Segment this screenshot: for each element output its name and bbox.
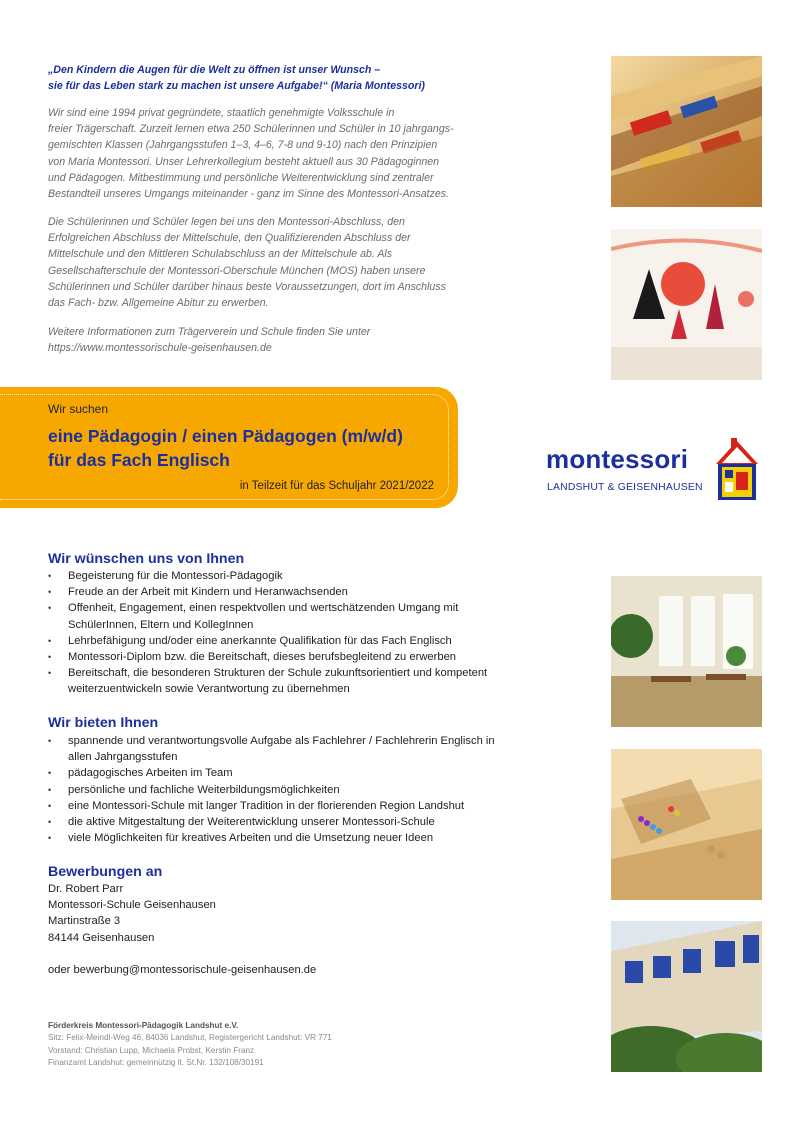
- contact-city: 84144 Geisenhausen: [48, 931, 155, 944]
- list-item: • pädagogisches Arbeiten im Team: [48, 765, 528, 781]
- list-item: • persönliche und fachliche Weiterbildungsmöglichkeiten: [48, 782, 528, 798]
- contact-school: Montessori-Schule Geisenhausen: [48, 899, 216, 912]
- list-item: • spannende und verantwortungsvolle Aufgabe als Fachlehrer / Fachlehrerin Englisch in allen Jahrgangsstufen: [48, 733, 518, 765]
- banner-intro: Wir suchen: [48, 402, 109, 416]
- logo-subtitle: LANDSHUT & GEISENHAUSEN: [547, 482, 703, 493]
- job-title: eine Pädagogin / einen Pädagogen (m/w/d) für das Fach Englisch: [48, 426, 403, 470]
- job-subtitle: in Teilzeit für das Schuljahr 2021/2022: [239, 480, 434, 492]
- wishes-heading: Wir wünschen uns von Ihnen: [48, 551, 245, 567]
- motto-quote: [48, 62, 528, 94]
- list-item: • Offenheit, Engagement, einen respektvollen und wertschätzenden Umgang mit SchülerInnen, Eltern und KollegInnen: [48, 600, 488, 632]
- intro-paragraph-1: Wir sind eine 1994 privat gegründete, staatlich genehmigte Volksschule in freier Trägerschaft. Zurzeit lernen etwa 250 Schülerinnen und Schüler in 10 jahrgangs- gemischten Klassen (Jahrgangsstufen 1–3, 4–6, 7-8 und 9-10) nach den Prinzipien von Maria Montessori. Unser Lehrerkollegium besteht aktuell aus 30 Pädagoginnen und Pädagogen. Mitbestimmung und persönliche Weiterentwicklung sind zentraler Bestandteil unseres Umgangs miteinander - ganz im Sinne des Montessori-Ansatzes.: [48, 107, 454, 201]
- intro-paragraph-3: Weitere Informationen zum Trägerverein und Schule finden Sie unter https://www.montessorischule-geisenhausen.de: [48, 324, 528, 356]
- logo-wordmark: montessori: [546, 444, 689, 474]
- offers-heading: Wir bieten Ihnen: [48, 715, 159, 731]
- photo-classroom-interior: [611, 576, 762, 727]
- offers-list: [48, 733, 528, 846]
- photo-classroom-wall-shapes: [611, 229, 762, 380]
- contact-email[interactable]: oder bewerbung@montessorischule-geisenhausen.de: [48, 963, 317, 976]
- wishes-list: [48, 568, 528, 698]
- list-item: • Freude an der Arbeit mit Kindern und Heranwachsenden: [48, 584, 528, 600]
- house-icon: [714, 436, 760, 502]
- quote-line-2: sie für das Leben stark zu machen ist unsere Aufgabe!“ (Maria Montessori): [48, 80, 425, 92]
- contact-name: Dr. Robert Parr: [48, 883, 124, 895]
- list-item: • die aktive Mitgestaltung der Weiterentwicklung unserer Montessori-Schule: [48, 814, 528, 830]
- list-item: • Begeisterung für die Montessori-Pädagogik: [48, 568, 528, 584]
- quote-line-1: „Den Kindern die Augen für die Welt zu öffnen ist unser Wunsch –: [48, 64, 381, 76]
- apply-heading: Bewerbungen an: [48, 864, 163, 880]
- photo-montessori-material-shelf: [611, 56, 762, 207]
- legal-footer: Förderkreis Montessori-Pädagogik Landshut e.V. Sitz: Felix-Meindl-Weg 46, 84036 Landshut, Registergericht Landshut: VR 771 Vorstand: Christian Lupp, Michaela Probst, Kerstin Franz Finanzamt Landshut: gemeinnützig lt. St.Nr. 132/108/30191: [48, 1020, 548, 1070]
- list-item: • viele Möglichkeiten für kreatives Arbeiten und die Umsetzung neuer Ideen: [48, 830, 528, 846]
- contact-street: Martinstraße 3: [48, 915, 121, 928]
- intro-paragraph-2: Die Schülerinnen und Schüler legen bei uns den Montessori-Abschluss, den Erfolgreichen Abschluss der Mittelschule, den Qualifizierenden Abschluss der Mittelschule und den Mittleren Schulabschluss an der Mittelschule ab. Als Gesellschafterschule der Montessori-Oberschule München (MOS) haben unsere Schülerinnen und Schüler darüber hinaus beste Voraussetzungen, dort im Anschluss das Fach- bzw. Allgemeine Abitur zu erwerben.: [48, 216, 446, 310]
- list-item: • Montessori-Diplom bzw. die Bereitschaft, dieses berufsbegleitend zu erwerben: [48, 649, 528, 665]
- list-item: • eine Montessori-Schule mit langer Tradition in der florierenden Region Landshut: [48, 798, 528, 814]
- list-item: • Bereitschaft, die besonderen Strukturen der Schule zukunftsorientiert und kompetent weiterzuentwickeln sowie Verantwortung zu übernehmen: [48, 665, 488, 697]
- photo-school-building: [611, 921, 762, 1072]
- website-link[interactable]: https://www.montessorischule-geisenhausen.de: [48, 342, 272, 355]
- list-item: • Lehrbefähigung und/oder eine anerkannte Qualifikation für das Fach Englisch: [48, 633, 528, 649]
- footer-org: Förderkreis Montessori-Pädagogik Landshut e.V.: [48, 1021, 239, 1030]
- photo-bead-material-box: [611, 749, 762, 900]
- contact-address: [48, 881, 448, 978]
- montessori-logo: [546, 436, 766, 506]
